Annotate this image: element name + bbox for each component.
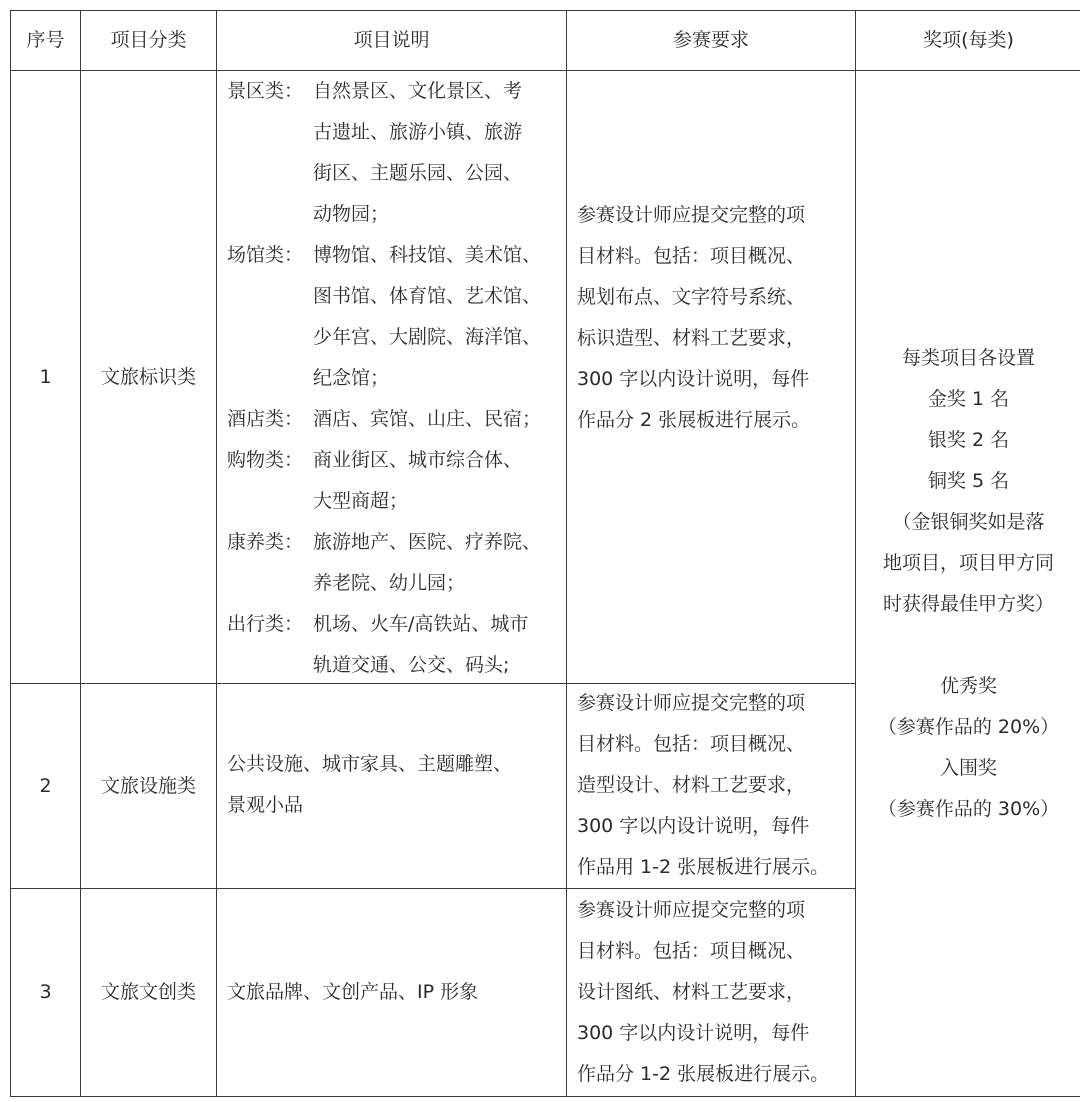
list-item: 轨道交通、公交、码头; <box>313 654 510 676</box>
award-line: （参赛作品的 20%） <box>877 716 1060 738</box>
requirement-line: 目材料。包括：项目概况、 <box>577 245 806 267</box>
list-item: 古遗址、旅游小镇、旅游 <box>313 121 523 143</box>
header-description: 项目说明 <box>353 29 430 51</box>
group-label-hotel: 酒店类： <box>227 408 304 430</box>
header-awards: 奖项(每类) <box>923 29 1014 51</box>
row2-no: 2 <box>39 774 52 797</box>
list-item: 大型商超； <box>313 490 409 512</box>
list-item: 旅游地产、医院、疗养院、 <box>313 531 542 553</box>
list-item: 动物园； <box>313 203 390 225</box>
row1-requirement <box>577 195 853 441</box>
list-item: 少年宫、大剧院、海洋馆、 <box>313 326 542 348</box>
group-label-venue: 场馆类： <box>227 244 304 266</box>
list-item: 养老院、幼儿园； <box>313 572 466 594</box>
award-table <box>10 10 1080 1097</box>
requirement-line: 参赛设计师应提交完整的项 <box>577 692 806 714</box>
description-line: 公共设施、城市家具、主题雕塑、 <box>227 753 513 775</box>
award-line: 每类项目各设置 <box>901 347 1035 369</box>
header-requirement: 参赛要求 <box>672 29 749 51</box>
row1-description <box>227 71 562 683</box>
rule-bottom <box>10 1096 1080 1097</box>
row1-category: 文旅标识类 <box>100 365 196 388</box>
group-label-scenic: 景区类： <box>227 80 304 102</box>
row3-description <box>227 972 562 1013</box>
requirement-line: 300 字以内设计说明，每件 <box>577 1022 810 1044</box>
row3-category: 文旅文创类 <box>100 981 196 1003</box>
row3-requirement <box>577 890 853 1095</box>
rule-col3 <box>566 10 567 1097</box>
requirement-line: 参赛设计师应提交完整的项 <box>577 204 806 226</box>
requirement-line: 规划布点、文字符号系统、 <box>577 286 806 308</box>
requirement-line: 造型设计、材料工艺要求， <box>577 774 806 796</box>
group-label-shopping: 购物类： <box>227 449 304 471</box>
list-item: 街区、主题乐园、公园、 <box>313 162 523 184</box>
row2-category: 文旅设施类 <box>100 774 196 797</box>
award-line: 银奖 2 名 <box>927 429 1010 451</box>
list-item: 机场、火车/高铁站、城市 <box>313 613 529 635</box>
list-item: 酒店、宾馆、山庄、民宿； <box>313 408 542 430</box>
award-line: （金银铜奖如是落 <box>892 511 1045 533</box>
row2-description <box>227 744 562 826</box>
list-item: 纪念馆； <box>313 367 390 389</box>
requirement-line: 作品用 1-2 张展板进行展示。 <box>577 856 830 878</box>
group-label-wellness: 康养类： <box>227 531 304 553</box>
requirement-line: 参赛设计师应提交完整的项 <box>577 899 806 921</box>
row1-no: 1 <box>39 365 52 388</box>
award-line: 入围奖 <box>939 757 997 779</box>
requirement-line: 目材料。包括：项目概况、 <box>577 940 806 962</box>
award-line: 时获得最佳甲方奖） <box>882 593 1054 615</box>
description-line: 文旅品牌、文创产品、IP 形象 <box>227 981 479 1003</box>
list-item: 博物馆、科技馆、美术馆、 <box>313 244 542 266</box>
award-line: 金奖 1 名 <box>927 388 1010 410</box>
requirement-line: 300 字以内设计说明，每件 <box>577 815 810 837</box>
requirement-line: 作品分 1-2 张展板进行展示。 <box>577 1063 830 1085</box>
row3-no: 3 <box>39 981 52 1003</box>
requirement-line: 300 字以内设计说明，每件 <box>577 368 810 390</box>
group-label-transport: 出行类： <box>227 613 304 635</box>
header-no: 序号 <box>26 29 65 51</box>
list-item: 图书馆、体育馆、艺术馆、 <box>313 285 542 307</box>
header-category: 项目分类 <box>110 29 187 51</box>
awards-cell <box>856 338 1080 830</box>
award-line: 铜奖 5 名 <box>927 470 1010 492</box>
requirement-line: 目材料。包括：项目概况、 <box>577 733 806 755</box>
award-gap <box>856 625 1080 666</box>
description-line: 景观小品 <box>227 794 304 816</box>
requirement-line: 作品分 2 张展板进行展示。 <box>577 409 811 431</box>
requirement-line: 设计图纸、材料工艺要求， <box>577 981 806 1003</box>
award-line: （参赛作品的 30%） <box>877 798 1060 820</box>
award-line: 优秀奖 <box>939 675 997 697</box>
list-item: 自然景区、文化景区、考 <box>313 80 523 102</box>
row2-requirement <box>577 683 853 888</box>
requirement-line: 标识造型、材料工艺要求， <box>577 327 806 349</box>
rule-col2 <box>216 10 217 1097</box>
list-item: 商业街区、城市综合体、 <box>313 449 523 471</box>
award-line: 地项目，项目甲方同 <box>882 552 1054 574</box>
